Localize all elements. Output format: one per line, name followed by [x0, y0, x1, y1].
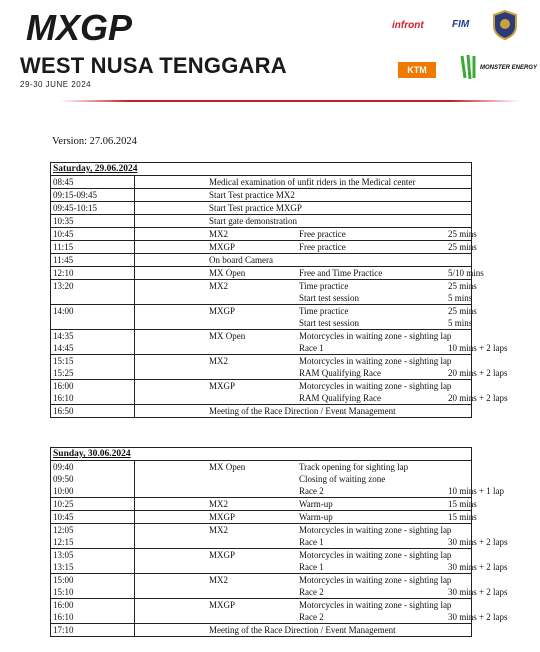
duration-text: 25 mins	[447, 306, 477, 316]
event-dates: 29-30 JUNE 2024	[20, 80, 92, 89]
activity-text: On board Camera	[208, 255, 273, 265]
event-text: Motorcycles in waiting zone - sighting lap	[298, 331, 452, 341]
time-text: 13:20	[53, 281, 74, 291]
event-text: Start test session	[298, 318, 359, 328]
document-header	[0, 0, 540, 112]
event-text: Motorcycles in waiting zone - sighting lap	[298, 600, 452, 610]
event-text: Warm-up	[298, 512, 333, 522]
fim-logo: FIM	[452, 19, 470, 30]
class-text: MX2	[208, 281, 228, 291]
schedule-row	[51, 254, 472, 267]
event-text: Motorcycles in waiting zone - sighting lap	[298, 575, 452, 585]
schedule-row	[51, 549, 472, 574]
activity-text: Meeting of the Race Direction / Event Management	[208, 625, 396, 635]
schedule-row	[51, 524, 472, 549]
schedule-row	[51, 176, 472, 189]
time-text: 09:15-09:45	[53, 190, 97, 200]
time-cell	[51, 524, 135, 549]
time-cell	[51, 189, 135, 202]
class-text: MX Open	[208, 268, 246, 278]
time-cell	[51, 355, 135, 380]
time-cell	[51, 305, 135, 330]
time-cell	[51, 405, 135, 418]
schedule-row	[51, 202, 472, 215]
ktm-logo: KTM	[398, 62, 436, 78]
details-cell	[134, 355, 508, 380]
class-text: MX Open	[208, 462, 246, 472]
time-cell	[51, 549, 135, 574]
duration-text: 5/10 mins	[447, 268, 484, 278]
time-cell	[51, 241, 135, 254]
duration-text: 5 mins	[447, 318, 473, 328]
activity-text: Start Test practice MX2	[208, 190, 295, 200]
monster-energy-logo	[458, 52, 538, 87]
time-cell	[51, 202, 135, 215]
schedule-row	[51, 305, 472, 330]
duration-text: 30 mins + 2 laps	[447, 537, 508, 547]
time-text: 11:15	[53, 242, 74, 252]
class-text: MXGP	[208, 242, 235, 252]
activity-text: Meeting of the Race Direction / Event Management	[208, 406, 396, 416]
day-header-row	[51, 163, 472, 176]
time-cell	[51, 574, 135, 599]
event-text: Closing of waiting zone	[298, 474, 386, 484]
time-cell	[51, 624, 135, 637]
details-cell	[134, 280, 477, 305]
time-text: 11:45	[53, 255, 74, 265]
time-text: 10:00	[53, 486, 74, 496]
time-text: 12:15	[53, 537, 74, 547]
class-text: MX2	[208, 525, 228, 535]
schedule-row	[51, 461, 472, 498]
time-text: 16:00	[53, 600, 74, 610]
sunday-schedule-table	[50, 447, 508, 637]
time-text: 14:00	[53, 306, 74, 316]
class-text: MX2	[208, 356, 228, 366]
duration-text: 20 mins + 2 laps	[447, 368, 508, 378]
details-cell	[134, 624, 471, 637]
time-text: 13:15	[53, 562, 74, 572]
class-text: MXGP	[208, 512, 235, 522]
event-text: Warm-up	[298, 499, 333, 509]
details-cell	[134, 574, 508, 599]
details-cell	[134, 330, 508, 355]
time-text: 16:10	[53, 393, 74, 403]
event-text: Race 1	[298, 562, 324, 572]
details-cell	[134, 599, 508, 624]
class-text: MXGP	[208, 381, 235, 391]
duration-text: 10 mins + 1 lap	[447, 486, 505, 496]
schedule-row	[51, 228, 472, 241]
time-cell	[51, 267, 135, 280]
schedule-row	[51, 624, 472, 637]
details-cell	[134, 189, 471, 202]
duration-text: 10 mins + 2 laps	[447, 343, 508, 353]
event-text: Free practice	[298, 229, 346, 239]
time-cell	[51, 511, 135, 524]
time-text: 12:10	[53, 268, 74, 278]
time-text: 09:45-10:15	[53, 203, 97, 213]
event-title: WEST NUSA TENGGARA	[20, 53, 287, 78]
event-text: Race 2	[298, 486, 324, 496]
event-text: Race 2	[298, 612, 324, 622]
schedule-row	[51, 380, 472, 405]
time-text: 09:40	[53, 462, 74, 472]
time-cell	[51, 215, 135, 228]
event-text: RAM Qualifying Race	[298, 393, 381, 403]
time-text: 17:10	[53, 625, 74, 635]
event-text: RAM Qualifying Race	[298, 368, 381, 378]
details-cell	[134, 241, 477, 254]
event-text: Motorcycles in waiting zone - sighting lap	[298, 525, 452, 535]
duration-text: 25 mins	[447, 281, 477, 291]
time-text: 16:50	[53, 406, 74, 416]
schedule-row	[51, 599, 472, 624]
time-text: 13:05	[53, 550, 74, 560]
time-text: 10:45	[53, 229, 74, 239]
day-title: Saturday, 29.06.2024	[51, 163, 472, 176]
details-cell	[134, 305, 477, 330]
class-text: MX2	[208, 499, 228, 509]
day-header-row	[51, 448, 472, 461]
details-cell	[134, 267, 484, 280]
duration-text: 20 mins + 2 laps	[447, 393, 508, 403]
details-cell	[134, 549, 508, 574]
time-text: 10:35	[53, 216, 74, 226]
event-text: Free practice	[298, 242, 346, 252]
duration-text: 5 mins	[447, 293, 473, 303]
time-text: 08:45	[53, 177, 74, 187]
mxgp-logo	[26, 7, 166, 48]
time-cell	[51, 461, 135, 498]
schedule-row	[51, 355, 472, 380]
class-text: MX Open	[208, 331, 246, 341]
duration-text: 15 mins	[447, 512, 477, 522]
details-cell	[134, 511, 477, 524]
mxgp-logo-text: MXGP	[26, 7, 133, 48]
event-text: Time practice	[298, 306, 349, 316]
schedule-row	[51, 405, 472, 418]
event-text: Time practice	[298, 281, 349, 291]
time-text: 15:10	[53, 587, 74, 597]
schedule-row	[51, 267, 472, 280]
event-text: Race 2	[298, 587, 324, 597]
day-title: Sunday, 30.06.2024	[51, 448, 472, 461]
event-text: Motorcycles in waiting zone - sighting lap	[298, 356, 452, 366]
details-cell	[134, 498, 477, 511]
duration-text: 15 mins	[447, 499, 477, 509]
time-text: 15:15	[53, 356, 74, 366]
time-text: 09:50	[53, 474, 74, 484]
duration-text: 30 mins + 2 laps	[447, 562, 508, 572]
details-cell	[134, 524, 508, 549]
time-cell	[51, 228, 135, 241]
duration-text: 25 mins	[447, 242, 477, 252]
time-text: 14:35	[53, 331, 74, 341]
class-text: MX2	[208, 229, 228, 239]
details-cell	[134, 228, 477, 241]
activity-text: Start Test practice MXGP	[208, 203, 302, 213]
details-cell	[134, 461, 505, 498]
schedule-row	[51, 241, 472, 254]
details-cell	[134, 405, 471, 418]
time-cell	[51, 280, 135, 305]
event-text: Motorcycles in waiting zone - sighting lap	[298, 381, 452, 391]
time-cell	[51, 498, 135, 511]
class-text: MXGP	[208, 600, 235, 610]
details-cell	[134, 215, 471, 228]
activity-text: Start gate demonstration	[208, 216, 297, 226]
schedule-row	[51, 189, 472, 202]
duration-text: 25 mins	[447, 229, 477, 239]
time-text: 12:05	[53, 525, 74, 535]
duration-text: 30 mins + 2 laps	[447, 587, 508, 597]
saturday-schedule-table	[50, 162, 508, 418]
schedule-row	[51, 215, 472, 228]
infront-logo: infront	[392, 20, 424, 31]
class-text: MX2	[208, 575, 228, 585]
class-text: MXGP	[208, 306, 235, 316]
time-text: 15:00	[53, 575, 74, 585]
event-text: Start test session	[298, 293, 359, 303]
duration-text: 30 mins + 2 laps	[447, 612, 508, 622]
details-cell	[134, 202, 471, 215]
details-cell	[134, 380, 508, 405]
event-text: Motorcycles in waiting zone - sighting lap	[298, 550, 452, 560]
time-text: 16:00	[53, 381, 74, 391]
details-cell	[134, 176, 471, 189]
event-text: Track opening for sighting lap	[298, 462, 409, 472]
federation-badge-icon	[492, 10, 518, 45]
monster-energy-text: MONSTER ENERGY	[480, 65, 538, 71]
schedule-row	[51, 511, 472, 524]
event-text: Race 1	[298, 537, 324, 547]
time-text: 14:45	[53, 343, 74, 353]
time-text: 15:25	[53, 368, 74, 378]
details-cell	[134, 254, 471, 267]
header-divider	[60, 100, 520, 102]
schedule-row	[51, 574, 472, 599]
event-text: Free and Time Practice	[298, 268, 383, 278]
schedule-row	[51, 498, 472, 511]
time-cell	[51, 330, 135, 355]
activity-text: Medical examination of unfit riders in the Medical center	[208, 177, 416, 187]
schedule-row	[51, 280, 472, 305]
time-text: 10:25	[53, 499, 74, 509]
time-text: 16:10	[53, 612, 74, 622]
time-cell	[51, 254, 135, 267]
schedule-row	[51, 330, 472, 355]
mxgp-logo-mark	[26, 7, 166, 48]
time-cell	[51, 380, 135, 405]
version-label: Version: 27.06.2024	[52, 136, 137, 147]
class-text: MXGP	[208, 550, 235, 560]
event-text: Race 1	[298, 343, 324, 353]
time-text: 10:45	[53, 512, 74, 522]
time-cell	[51, 176, 135, 189]
time-cell	[51, 599, 135, 624]
